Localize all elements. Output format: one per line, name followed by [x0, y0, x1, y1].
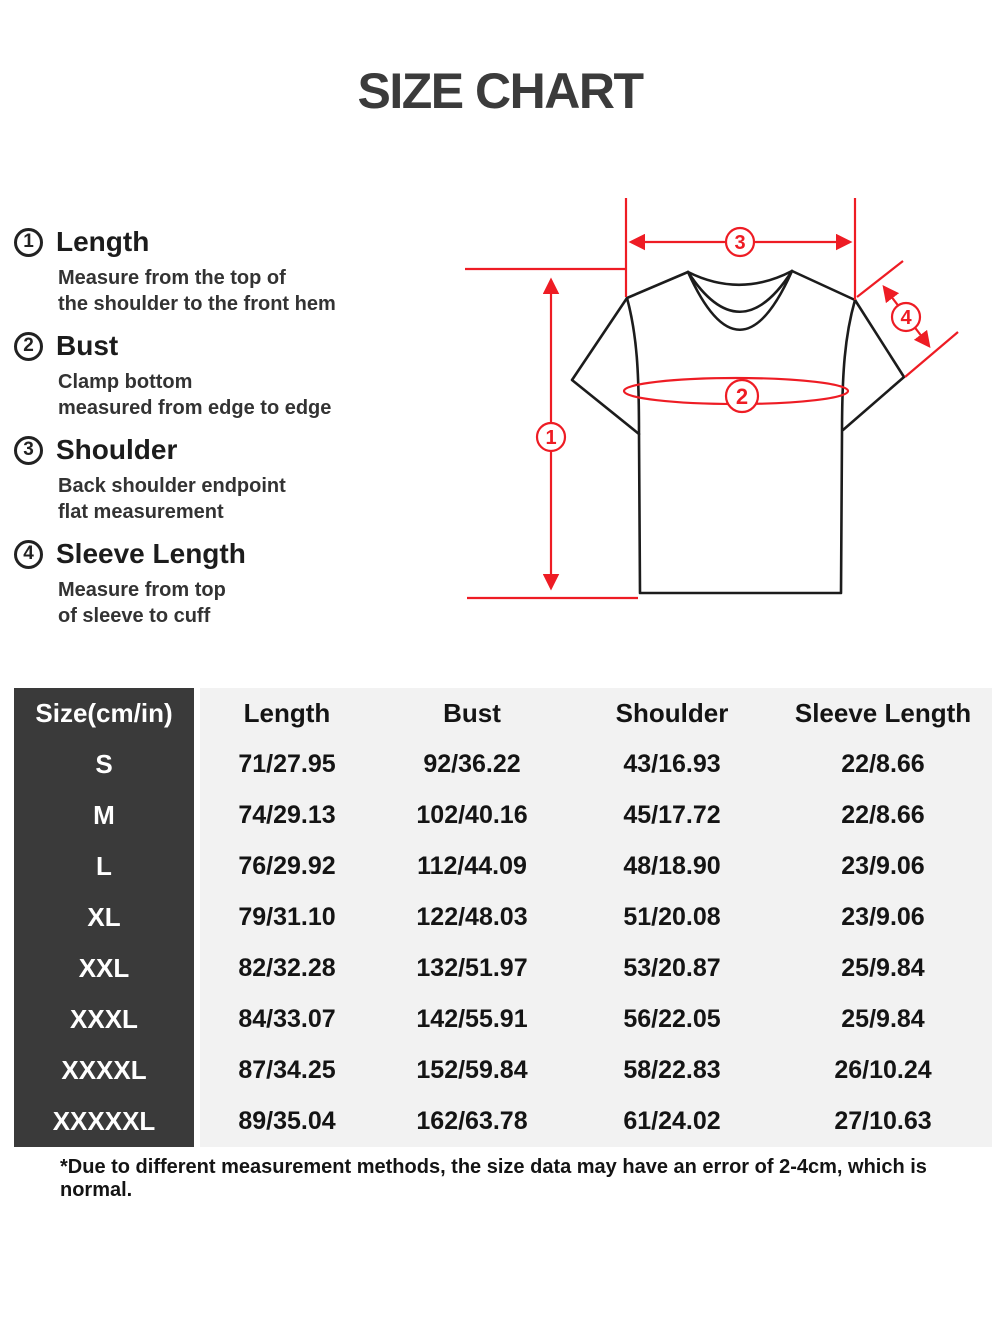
cell-sleeve: 22/8.66 [774, 790, 992, 841]
cell-shoulder: 51/20.08 [570, 892, 774, 943]
tshirt-outline [572, 271, 904, 593]
size-label: L [14, 841, 194, 892]
cell-sleeve: 25/9.84 [774, 994, 992, 1045]
cell-sleeve: 23/9.06 [774, 841, 992, 892]
desc-line: of sleeve to cuff [58, 605, 211, 627]
measurement-legend [14, 226, 444, 642]
marker-sleeve: 4 [900, 307, 912, 329]
legend-description [14, 473, 444, 525]
size-label: XXXXXL [14, 1096, 194, 1147]
desc-line: Clamp bottom [58, 371, 193, 393]
cell-sleeve: 26/10.24 [774, 1045, 992, 1096]
desc-line: Measure from top [58, 579, 226, 601]
cell-shoulder: 58/22.83 [570, 1045, 774, 1096]
cell-sleeve: 27/10.63 [774, 1096, 992, 1147]
column-header-sleeve: Sleeve Length [774, 688, 992, 739]
cell-length: 84/33.07 [200, 994, 374, 1045]
cell-length: 82/32.28 [200, 943, 374, 994]
column-header-bust: Bust [374, 688, 570, 739]
cell-length: 76/29.92 [200, 841, 374, 892]
legend-head [14, 434, 444, 466]
legend-item-bust [14, 330, 444, 421]
legend-description [14, 577, 444, 629]
size-label: S [14, 739, 194, 790]
circled-number-4-icon: 4 [14, 540, 43, 569]
diagram-number-badges [537, 228, 920, 451]
extension-line [905, 332, 958, 377]
cell-shoulder: 48/18.90 [570, 841, 774, 892]
marker-bust: 2 [735, 384, 749, 409]
cell-sleeve: 23/9.06 [774, 892, 992, 943]
cell-bust: 152/59.84 [374, 1045, 570, 1096]
marker-shoulder: 3 [734, 232, 746, 254]
cell-sleeve: 22/8.66 [774, 739, 992, 790]
cell-length: 79/31.10 [200, 892, 374, 943]
legend-label: Sleeve Length [56, 538, 246, 569]
cell-bust: 92/36.22 [374, 739, 570, 790]
tshirt-left-sleeve [572, 298, 639, 434]
legend-label: Bust [56, 330, 119, 361]
extension-line [857, 261, 903, 297]
desc-line: Back shoulder endpoint [58, 475, 286, 497]
cell-shoulder: 56/22.05 [570, 994, 774, 1045]
page-title: SIZE CHART [357, 63, 643, 119]
cell-bust: 142/55.91 [374, 994, 570, 1045]
tshirt-measurement-diagram [440, 190, 1000, 660]
cell-shoulder: 61/24.02 [570, 1096, 774, 1147]
legend-item-shoulder [14, 434, 444, 525]
cell-bust: 112/44.09 [374, 841, 570, 892]
cell-shoulder: 43/16.93 [570, 739, 774, 790]
legend-head [14, 226, 444, 258]
desc-line: flat measurement [58, 501, 224, 523]
legend-item-sleeve-length [14, 538, 444, 629]
cell-length: 74/29.13 [200, 790, 374, 841]
cell-shoulder: 53/20.87 [570, 943, 774, 994]
desc-line: Measure from the top of [58, 267, 286, 289]
size-label: XXXXL [14, 1045, 194, 1096]
measurement-marks [465, 198, 958, 598]
desc-line: the shoulder to the front hem [58, 293, 336, 315]
legend-description [14, 265, 444, 317]
legend-label: Length [56, 226, 150, 257]
legend-description [14, 369, 444, 421]
cell-shoulder: 45/17.72 [570, 790, 774, 841]
cell-bust: 162/63.78 [374, 1096, 570, 1147]
cell-sleeve: 25/9.84 [774, 943, 992, 994]
size-label: XXXL [14, 994, 194, 1045]
cell-bust: 122/48.03 [374, 892, 570, 943]
size-column-header: Size(cm/in) [14, 688, 194, 739]
column-header-shoulder: Shoulder [570, 688, 774, 739]
cell-length: 89/35.04 [200, 1096, 374, 1147]
circled-number-2-icon: 2 [14, 332, 43, 361]
marker-length: 1 [545, 427, 557, 449]
circled-number-1-icon: 1 [14, 228, 43, 257]
cell-bust: 102/40.16 [374, 790, 570, 841]
legend-item-length [14, 226, 444, 317]
cell-length: 87/34.25 [200, 1045, 374, 1096]
cell-bust: 132/51.97 [374, 943, 570, 994]
size-label: XXL [14, 943, 194, 994]
size-table [14, 688, 992, 1147]
tshirt-body [627, 298, 855, 593]
circled-number-3-icon: 3 [14, 436, 43, 465]
column-header-length: Length [200, 688, 374, 739]
legend-head [14, 330, 444, 362]
legend-head [14, 538, 444, 570]
measurement-disclaimer: *Due to different measurement methods, the size data may have an error of 2-4cm, which is normal. [60, 1156, 927, 1201]
legend-label: Shoulder [56, 434, 178, 465]
size-label: XL [14, 892, 194, 943]
cell-length: 71/27.95 [200, 739, 374, 790]
desc-line: measured from edge to edge [58, 397, 332, 419]
size-label: M [14, 790, 194, 841]
tshirt-collar-back [688, 271, 792, 285]
